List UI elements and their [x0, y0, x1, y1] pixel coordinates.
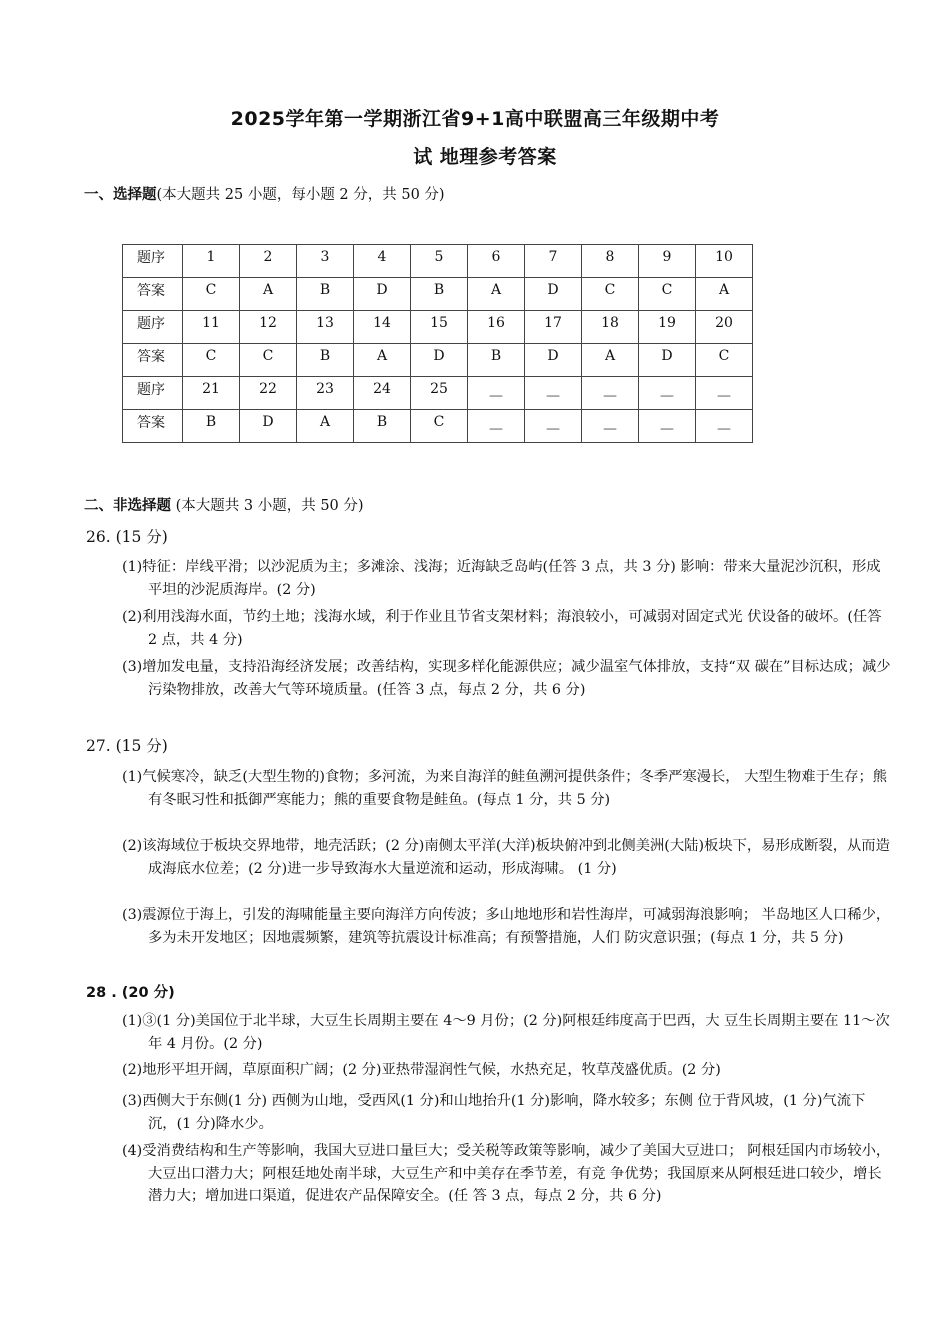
table-cell: A: [240, 278, 297, 311]
table-cell-empty: —: [696, 377, 753, 410]
q27-part-2: (2)该海域位于板块交界地带，地壳活跃；(2 分)南侧太平洋(大洋)板块俯冲到北侧美洲(大陆)板块下，易形成断裂，从而造成海底水位差；(2 分)进一步导致海水大量逆流和运动，形成海啸。 (1 分): [122, 838, 890, 877]
table-cell-empty: —: [582, 410, 639, 443]
table-cell: C: [582, 278, 639, 311]
table-cell: C: [696, 344, 753, 377]
table-cell: A: [297, 410, 354, 443]
table-cell: 20: [696, 311, 753, 344]
table-row-answer: [123, 410, 753, 443]
section-1-note: (本大题共 25 小题，每小题 2 分，共 50 分): [156, 187, 445, 203]
table-cell: B: [468, 344, 525, 377]
q27-part-3: (3)震源位于海上，引发的海啸能量主要向海洋方向传波；多山地地形和岩性海岸，可减弱海浪影响； 半岛地区人口稀少，多为未开发地区；因地震频繁，建筑等抗震设计标准高；有预警措施，人们 防灾意识强；(每点 1 分，共 5 分): [122, 907, 891, 946]
q26-part-3: (3)增加发电量，支持沿海经济发展；改善结构，实现多样化能源供应；减少温室气体排放，支持“双 碳在”目标达成；减少污染物排放，改善大气等环境质量。(任答 3 点，每点 2 分，共 6 分): [122, 659, 891, 698]
row-header: 题序: [123, 377, 183, 410]
table-cell-empty: —: [639, 377, 696, 410]
row-header: 题序: [123, 311, 183, 344]
row-header: 答案: [123, 278, 183, 311]
table-cell-empty: —: [639, 410, 696, 443]
table-cell: D: [639, 344, 696, 377]
table-cell: C: [183, 344, 240, 377]
table-cell: A: [354, 344, 411, 377]
table-cell-empty: —: [468, 377, 525, 410]
table-cell: 25: [411, 377, 468, 410]
row-header: 题序: [123, 245, 183, 278]
table-cell: 14: [354, 311, 411, 344]
table-cell: 16: [468, 311, 525, 344]
table-cell: 8: [582, 245, 639, 278]
table-cell: 3: [297, 245, 354, 278]
table-row-answer: [123, 344, 753, 377]
table-cell: 17: [525, 311, 582, 344]
table-cell: 9: [639, 245, 696, 278]
section-2-label: 二、非选择题: [84, 498, 171, 514]
table-cell: 24: [354, 377, 411, 410]
table-cell: B: [297, 344, 354, 377]
table-cell-empty: —: [468, 410, 525, 443]
table-cell: C: [639, 278, 696, 311]
table-cell-empty: —: [525, 377, 582, 410]
question-28-number: 28 . (20 分): [86, 985, 175, 1001]
table-cell: B: [297, 278, 354, 311]
table-cell-empty: —: [582, 377, 639, 410]
table-row-question: [123, 245, 753, 278]
table-cell: 10: [696, 245, 753, 278]
q26-part-2: (2)利用浅海水面，节约土地；浅海水域，利于作业且节省支架材料；海浪较小，可减弱对固定式光 伏设备的破坏。(任答 2 点，共 4 分): [122, 609, 882, 648]
table-cell: B: [183, 410, 240, 443]
table-cell: D: [411, 344, 468, 377]
q28-part-4: (4)受消费结构和生产等影响，我国大豆进口量巨大；受关税等政策等影响，减少了美国大豆进口； 阿根廷国内市场较小，大豆出口潜力大；阿根廷地处南半球，大豆生产和中美存在季节差，有竞 争优势；我国原来从阿根廷进口较少，增长潜力大；增加进口渠道，促进农产品保障安全。(任 答 3 点，每点 2 分，共 6 分): [122, 1143, 891, 1204]
section-1-label: 一、选择题: [84, 187, 157, 203]
table-cell: 18: [582, 311, 639, 344]
table-cell: 15: [411, 311, 468, 344]
table-cell: 6: [468, 245, 525, 278]
table-cell: 12: [240, 311, 297, 344]
table-cell: 13: [297, 311, 354, 344]
table-cell: D: [240, 410, 297, 443]
question-26-number: 26. (15 分): [86, 528, 168, 546]
table-cell-empty: —: [696, 410, 753, 443]
q28-part-2: (2)地形平坦开阔，草原面积广阔；(2 分)亚热带湿润性气候，水热充足，牧草茂盛优质。(2 分): [122, 1062, 721, 1078]
table-cell: 2: [240, 245, 297, 278]
table-cell: C: [240, 344, 297, 377]
table-row-answer: [123, 278, 753, 311]
table-cell: 4: [354, 245, 411, 278]
answer-table: [122, 244, 753, 443]
table-row-question: [123, 311, 753, 344]
table-cell: D: [354, 278, 411, 311]
table-cell: 22: [240, 377, 297, 410]
section-2-note: (本大题共 3 小题，共 50 分): [171, 498, 364, 514]
table-row-question: [123, 377, 753, 410]
table-cell: A: [468, 278, 525, 311]
table-cell: B: [354, 410, 411, 443]
table-cell-empty: —: [525, 410, 582, 443]
section-1-heading: [84, 183, 445, 204]
title-line-2: 试 地理参考答案: [413, 146, 557, 168]
table-cell: C: [183, 278, 240, 311]
table-cell: C: [411, 410, 468, 443]
table-cell: A: [696, 278, 753, 311]
section-2-heading: [84, 494, 364, 515]
table-cell: 7: [525, 245, 582, 278]
table-cell: 19: [639, 311, 696, 344]
table-cell: A: [582, 344, 639, 377]
table-cell: 11: [183, 311, 240, 344]
table-cell: 1: [183, 245, 240, 278]
table-cell: 5: [411, 245, 468, 278]
q28-part-1: (1)③(1 分)美国位于北半球，大豆生长周期主要在 4～9 月份；(2 分)阿根廷纬度高于巴西，大 豆生长周期主要在 11～次年 4 月份。(2 分): [122, 1013, 890, 1052]
title-line-1: 2025学年第一学期浙江省9+1高中联盟高三年级期中考: [230, 108, 720, 130]
table-cell: 21: [183, 377, 240, 410]
table-cell: 23: [297, 377, 354, 410]
q27-part-1: (1)气候寒冷，缺乏(大型生物的)食物；多河流，为来自海洋的鲑鱼溯河提供条件；冬季严寒漫长， 大型生物难于生存；熊有冬眠习性和抵御严寒能力；熊的重要食物是鲑鱼。(每点 1 分，共 5 分): [122, 769, 888, 808]
table-cell: D: [525, 278, 582, 311]
row-header: 答案: [123, 344, 183, 377]
q26-part-1: (1)特征：岸线平滑；以沙泥质为主；多滩涂、浅海；近海缺乏岛屿(任答 3 点，共 3 分) 影响：带来大量泥沙沉积，形成平坦的沙泥质海岸。(2 分): [122, 559, 881, 598]
question-27-number: 27. (15 分): [86, 737, 168, 755]
row-header: 答案: [123, 410, 183, 443]
table-cell: B: [411, 278, 468, 311]
q28-part-3: (3)西侧大于东侧(1 分) 西侧为山地，受西风(1 分)和山地抬升(1 分)影响，降水较多；东侧 位于背风坡，(1 分)气流下沉，(1 分)降水少。: [122, 1093, 866, 1132]
table-cell: D: [525, 344, 582, 377]
